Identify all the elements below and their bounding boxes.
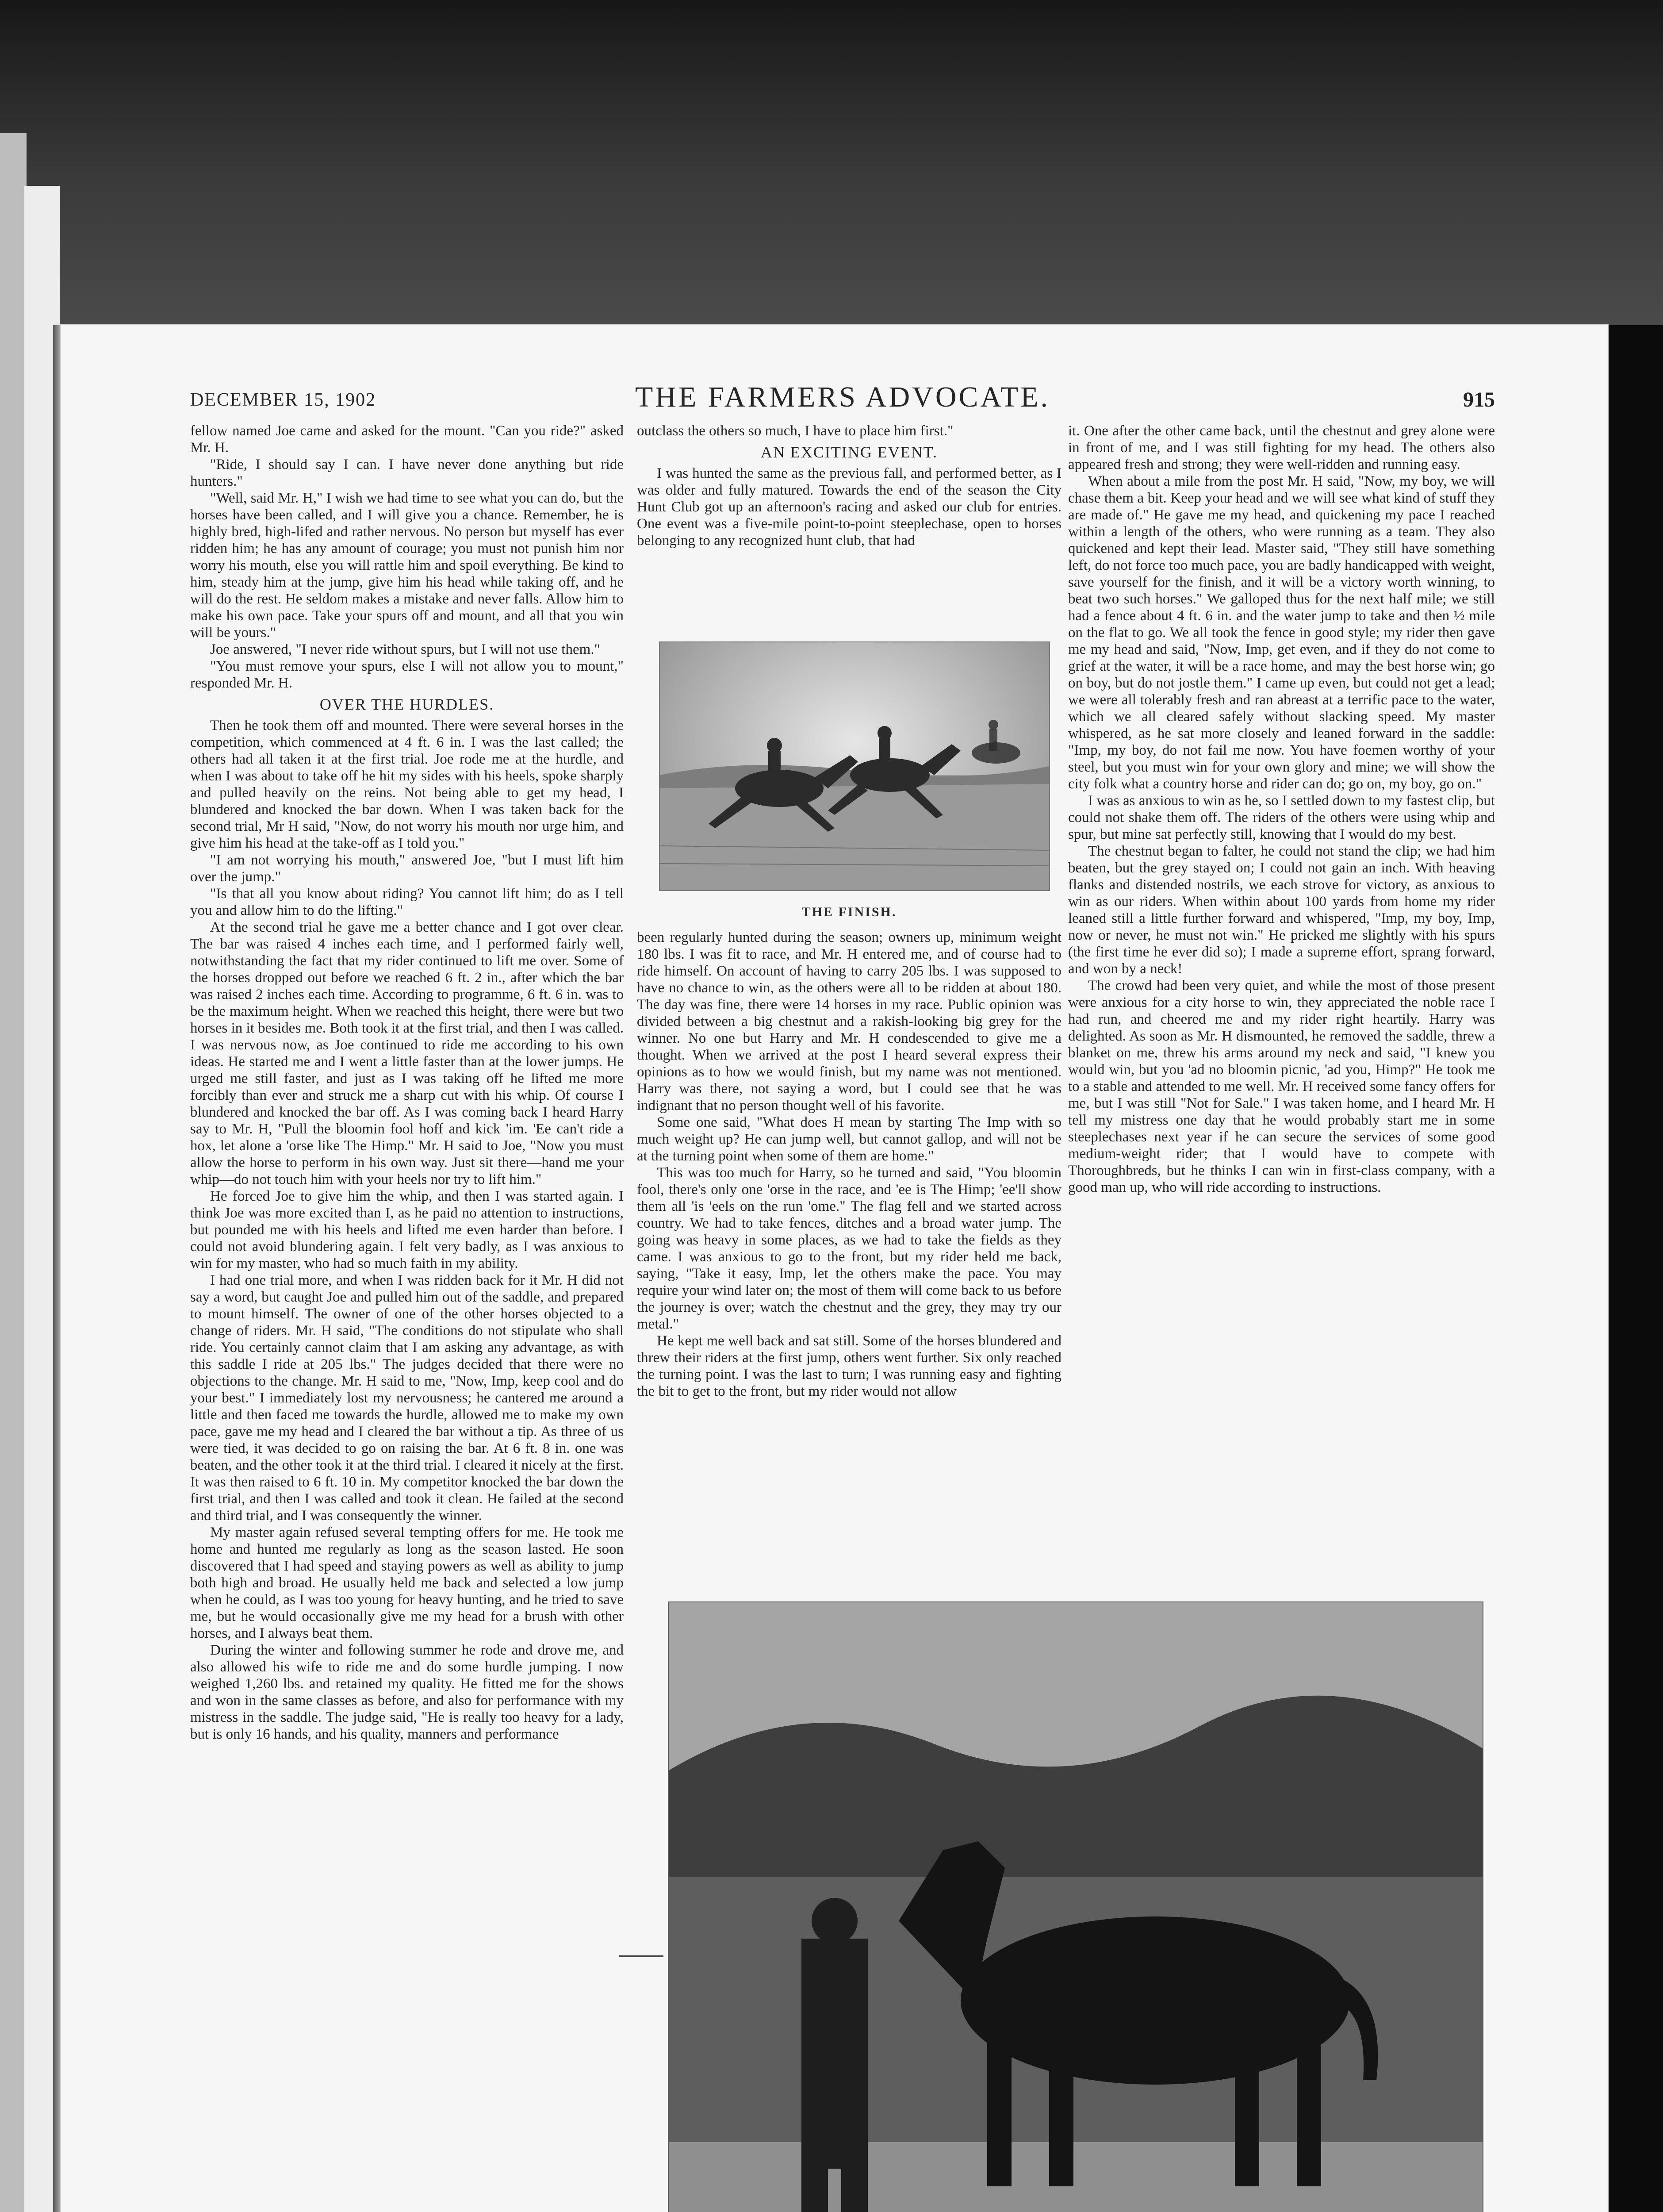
paragraph: The chestnut began to falter, he could not stand the clip; we had him beaten, but the grey stayed on; I could not gain an inch. With heaving flanks and distended nostrils, we each strove for victory, as anxious to win as our riders. When within about 100 yards from home my rider leaned still a little further forward and whispered, "Imp, my boy, Imp, now or never, he must not win." He pricked me slightly with his spurs (the first time he ever did so); I made a supreme effort, sprang forward, and won by a neck! bbox=[1068, 843, 1495, 977]
paragraph: This was too much for Harry, so he turned and said, "You bloomin fool, there's only one 'orse in the race, and 'ee is The Himp; 'ee'll show them all 'is 'eels on the run 'ome." The flag fell and we started across country. We had to take fences, ditches and a broad water jump. The going was heavy in some places, as we had to take the fields as they came. I was anxious to go to the front, but my rider held me back, saying, "Take it easy, Imp, let the others make the pace. You may require your wind later on; the most of them will come back to us before the journey is over; watch the chestnut and the grey, they may try our metal." bbox=[637, 1165, 1061, 1332]
paragraph: At the second trial he gave me a better chance and I got over clear. The bar was raised 4 inches each time, and I performed fairly well, notwithstanding the fact that my rider continued to lift me over. Some of the horses dropped out before we reached 6 ft. 2 in., after which the bar was raised 2 inches each time. According to programme, 6 ft. 6 in. was to be the maximum height. When we reached this height, there were but two horses in it besides me. Both took it at the first trial, and then I was called. I was nervous now, as Joe continued to ride me according to his own ideas. He started me and I went a little faster than at the lower jumps. He urged me still faster, and just as I was taking off he lifted me more forcibly than ever and struck me a sharp cut with his whip. Of course I blundered and knocked the bar off. As I was coming back I heard Harry say to Mr. H, "Pull the bloomin fool hoff and kick 'im. 'Ee can't ride a hox, let alone a 'orse like The Himp." Mr. H said to Joe, "Now you must allow the horse to perform in his own way. Just sit there—hand me your whip—do not touch him with your heels nor try to lift him." bbox=[190, 919, 624, 1187]
horse-race-illustration bbox=[660, 642, 1049, 890]
page-header bbox=[190, 380, 1495, 420]
paragraph: He kept me well back and sat still. Some of the horses blundered and threw their riders at the first jump, others went further. Six only reached the turning point. I was the last to turn; I was running easy and fighting the bit to get to the front, but my rider would not allow bbox=[637, 1333, 1061, 1399]
page-number: 915 bbox=[1463, 388, 1495, 411]
paragraph: During the winter and following summer he rode and drove me, and also allowed his wife to ride me and do some hurdle jumping. I now weighed 1,260 lbs. and retained my quality. He fitted me for the shows and won in the same classes as before, and also for performance with my mistress in the saddle. The judge said, "He is really too heavy for a lady, but is only 16 hands, and his quality, manners and performance bbox=[190, 1642, 624, 1742]
paragraph: My master again refused several tempting offers for me. He took me home and hunted me regularly as long as the season lasted. He soon discovered that I had speed and staying powers as well as ability to jump both high and broad. He usually held me back and selected a low jump when he could, as I was too young for heavy hunting, and he tried to save me, but he would occasionally give me my head for a brush with other horses, and I always beat them. bbox=[190, 1525, 624, 1641]
horse-photograph bbox=[668, 1601, 1483, 2212]
paragraph: When about a mile from the post Mr. H said, "Now, my boy, we will chase them a bit. Keep your head and we will see what kind of stuff they are made of." He gave me my head, and quickening my pace I reached within a length of the others, who were running as a team. They also quickened and kept their lead. Master said, "They still have something left, do not force too much pace, you are badly handicapped with weight, save yourself for the finish, and it will be a victory worth winning, to beat two such horses." We galloped thus for the next half mile; we still had a fence about 4 ft. 6 in. and the water jump to take and then ½ mile on the flat to go. We all took the fence in good style; my rider then gave me my head and said, "Now, Imp, get even, and if they do not come to grief at the water, it will be a race home, and may the best horse win; go on boy, but do not jostle them." I came up even, but could not get a lead; we were all tolerably fresh and ran abreast at a terrific pace to the water, which we all cleared safely without slacking speed. My master whispered, as he sat more closely and leaned forward in the saddle: "Imp, my boy, do not fail me now. You have foemen worthy of your steel, but you must win for your own glory and mine; we will show the city folk what a country horse and rider can do; go on, my boy, go on." bbox=[1068, 473, 1495, 792]
column-3 bbox=[1068, 422, 1495, 1196]
binding-spine bbox=[0, 133, 27, 2212]
race-engraving-image bbox=[659, 641, 1050, 891]
section-heading: OVER THE HURDLES. bbox=[319, 695, 494, 713]
masthead-title: THE FARMERS ADVOCATE. bbox=[635, 381, 1050, 413]
paragraph: I was as anxious to win as he, so I settled down to my fastest clip, but could not shake them off. The riders of the others were using whip and spur, but mine sat perfectly still, knowing that I would do my best. bbox=[1068, 793, 1495, 842]
paragraph: I had one trial more, and when I was ridden back for it Mr. H did not say a word, but caught Joe and pulled him out of the saddle, and prepared to mount himself. The owner of one of the other horses objected to a change of riders. Mr. H said, "The conditions do not stipulate who shall ride. You certainly cannot claim that I am asking any advantage, as with this saddle I ride at 205 lbs." The judges decided that there were no objections to the change. Mr. H said to me, "Now, Imp, keep cool and do your best." I immediately lost my nervousness; he cantered me around a little and then faced me towards the hurdle, allowed me to make my own pace, gave me my head and I cleared the bar without a tip. As three of us were tied, it was decided to go on raising the bar. At 6 ft. 8 in. one was beaten, and the other took it at the third trial. I cleared it nicely at the first. It was then raised to 6 ft. 10 in. My competitor knocked the bar down the first trial, and then I was called and took it clean. He failed at the second and third trial, and I was consequently the winner. bbox=[190, 1272, 624, 1524]
microfilm-top-band bbox=[0, 0, 1663, 325]
paragraph: it. One after the other came back, until the chestnut and grey alone were in front of me, and I was still fighting for my head. The others also appeared fresh and strong; they were well-ridden and running easy. bbox=[1068, 423, 1495, 472]
previous-page-fragments bbox=[27, 818, 45, 2212]
header-date: DECEMBER 15, 1902 bbox=[190, 390, 376, 410]
paragraph: Then he took them off and mounted. There were several horses in the competition, which commenced at 4 ft. 6 in. I was the last called; the others had all taken it at the first trial. Joe rode me at the hurdle, and when I was about to take off he hit my sides with his heels, spoke sharply and pulled heavily on the reins. Not being able to get my head, I blundered and knocked the bar down. When I was taken back for the second trial, Mr H said, "Now, do not worry his mouth nor urge him, and give him his head at the take-off as I told you." bbox=[190, 718, 624, 851]
section-heading: AN EXCITING EVENT. bbox=[760, 443, 938, 461]
paragraph: "Is that all you know about riding? You cannot lift him; do as I tell you and allow him to do the lifting." bbox=[190, 886, 624, 918]
paragraph: "Well, said Mr. H," I wish we had time to see what you can do, but the horses have been called, and I will give you a chance. Remember, he is highly bred, high-lifed and rather nervous. No person but myself has ever ridden him; he has any amount of courage; you must not punish him nor worry his mouth, else you will rattle him and spoil everything. Be kind to him, steady him at the jump, give him his head while taking off, and he will do the rest. He seldom makes a mistake and never falls. Allow him to make his own pace. Take your spurs off and mount, and all that you win will be yours." bbox=[190, 490, 624, 641]
paragraph: The crowd had been very quiet, and while the most of those present were anxious for a city horse to win, they appreciated the noble race I had run, and cheered me and my rider right heartily. Harry was delighted. As soon as Mr. H dismounted, he removed the saddle, threw a blanket on me, threw his arms around my neck and said, "I knew you would win, but you 'ad no bloomin picnic, 'ad you, Himp?" He took me to a stable and attended to me well. Mr. H received some fancy offers for me, but I was still "Not for Sale." I was taken home, and I heard Mr. H tell my mistress one day that he would probably start me in some steeplechases next year if he can secure the services of some good medium-weight rider; that I would have to compete with Thoroughbreds, but he thinks I can win in first-class company, with a good man up, who will ride according to instructions. bbox=[1068, 978, 1495, 1195]
paragraph: outclass the others so much, I have to place him first." bbox=[637, 423, 954, 439]
red-prince-photo bbox=[669, 1602, 1483, 2212]
column-2-bottom bbox=[637, 929, 1061, 1400]
paragraph: Some one said, "What does H mean by starting The Imp with so much weight up? He can jump well, but cannot gallop, and will not be at the turning point when some of them are home." bbox=[637, 1114, 1061, 1164]
paragraph: I was hunted the same as the previous fall, and performed better, as I was older and fully matured. Towards the end of the season the City Hunt Club got up an afternoon's racing and asked our club for entries. One event was a five-mile point-to-point steeplechase, open to horses belonging to any recognized hunt club, that had bbox=[637, 465, 1061, 549]
paragraph: "Ride, I should say I can. I have never done anything but ride hunters." bbox=[190, 457, 624, 489]
column-1 bbox=[190, 422, 624, 2212]
paragraph: fellow named Joe came and asked for the mount. "Can you ride?" asked Mr. H. bbox=[190, 423, 624, 456]
photo-pointer-mark bbox=[619, 1955, 663, 1957]
paragraph: He forced Joe to give him the whip, and then I was started again. I think Joe was more excited than I, as he paid no attention to instructions, but pounded me with his heels and lifted me even harder than before. I could not avoid blundering again. I felt very badly, as I was anxious to win for my master, who had so much faith in my ability. bbox=[190, 1188, 624, 1271]
paragraph: been regularly hunted during the season; owners up, minimum weight 180 lbs. I was fit to race, and Mr. H entered me, and of course had to ride himself. On account of having to carry 205 lbs. I was supposed to have no chance to win, as the others were all to be ridden at about 180. The day was fine, there were 14 horses in my race. Public opinion was divided between a big chestnut and a rakish-looking big grey for the winner. No one but Harry and Mr. H condescended to give me a thought. When we arrived at the post I heard several express their opinions as to how we would finish, but my name was not mentioned. Harry was there, not saying a word, but I could see that he was indignant that no person thought well of his favorite. bbox=[637, 929, 1061, 1114]
paragraph: Joe answered, "I never ride without spurs, but I will not use them." bbox=[210, 641, 601, 657]
paragraph: "You must remove your spurs, else I will not allow you to mount," responded Mr. H. bbox=[190, 658, 624, 691]
engraving-caption: THE FINISH. bbox=[801, 905, 897, 919]
paragraph: "I am not worrying his mouth," answered Joe, "but I must lift him over the jump." bbox=[190, 852, 624, 885]
column-2-top bbox=[637, 422, 1061, 549]
